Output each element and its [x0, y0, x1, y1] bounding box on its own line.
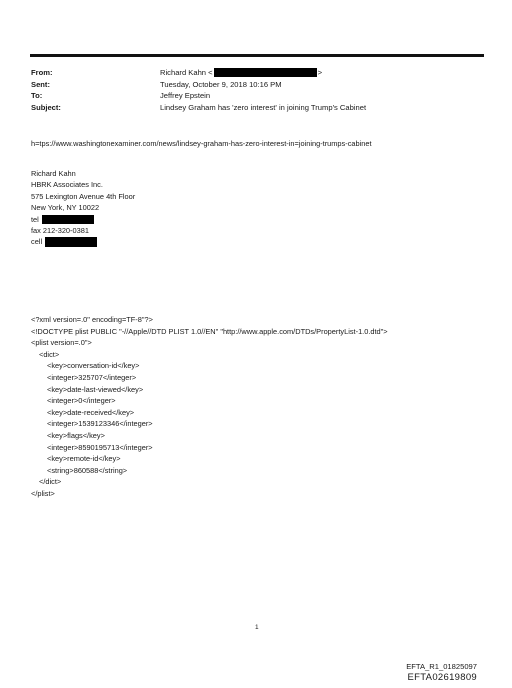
signature-cell	[31, 236, 135, 247]
xml-line: <?xml version=.0" encoding=TF-8"?>	[31, 315, 153, 324]
subject-value: Lindsey Graham has 'zero interest' in joining Trump's Cabinet	[160, 102, 367, 112]
xml-line: <key>conversation-id</key>	[47, 361, 140, 371]
signature-address-1: 575 Lexington Avenue 4th Floor	[31, 191, 136, 201]
xml-line: </plist>	[31, 488, 55, 498]
from-name: Richard Kahn <	[160, 68, 213, 77]
xml-line: <integer>1539123346</integer>	[47, 419, 153, 429]
subject-label: Subject:	[31, 102, 61, 112]
plist-xml-block	[31, 314, 388, 500]
to-label: To:	[31, 91, 43, 101]
redaction-box	[42, 215, 94, 224]
cell-label: cell	[31, 237, 43, 247]
sent-row	[31, 79, 366, 91]
to-row	[31, 90, 366, 102]
bates-number-1: EFTA_R1_01825097	[406, 662, 477, 671]
to-value: Jeffrey Epstein	[160, 91, 211, 101]
redaction-box	[45, 237, 97, 247]
xml-line: <key>flags</key>	[47, 430, 105, 440]
signature-tel	[31, 214, 135, 225]
xml-line: <plist version=.0">	[31, 338, 92, 348]
page-number: 1	[255, 624, 259, 631]
xml-line: <key>date-received</key>	[47, 407, 135, 417]
email-header	[31, 67, 366, 113]
xml-line: <key>date-last-viewed</key>	[47, 384, 144, 394]
xml-line: <!DOCTYPE plist PUBLIC "-//Apple//DTD PLIST 1.0//EN" "http://www.apple.com/DTDs/PropertyList-1.0.dtd">	[31, 326, 388, 336]
header-divider	[30, 54, 484, 57]
sent-label: Sent:	[31, 79, 50, 89]
xml-line: </dict>	[39, 477, 62, 487]
from-label: From:	[31, 68, 53, 77]
signature-fax: fax 212-320-0381	[31, 226, 89, 236]
xml-line: <integer>8590195713</integer>	[47, 442, 153, 452]
bates-number-2: EFTA02619809	[407, 672, 477, 683]
signature-company: HBRK Associates Inc.	[31, 180, 103, 190]
signature-address-2: New York, NY 10022	[31, 203, 100, 213]
signature-block	[31, 168, 135, 248]
from-row	[31, 67, 366, 79]
from-value	[160, 67, 322, 79]
xml-line: <string>860588</string>	[47, 465, 128, 475]
signature-name: Richard Kahn	[31, 169, 76, 178]
xml-line: <integer>325707</integer>	[47, 372, 137, 382]
xml-line: <key>remote-id</key>	[47, 454, 121, 464]
article-url: h=tps://www.washingtonexaminer.com/news/lindsey-graham-has-zero-interest-in=joining-trumps-cabinet	[31, 139, 372, 148]
subject-row	[31, 102, 366, 114]
tel-label: tel	[31, 214, 39, 224]
xml-line: <dict>	[39, 349, 60, 359]
redaction-box	[214, 68, 317, 77]
from-suffix: >	[317, 68, 322, 77]
sent-value: Tuesday, October 9, 2018 10:16 PM	[160, 79, 282, 89]
xml-line: <integer>0</integer>	[47, 396, 116, 406]
